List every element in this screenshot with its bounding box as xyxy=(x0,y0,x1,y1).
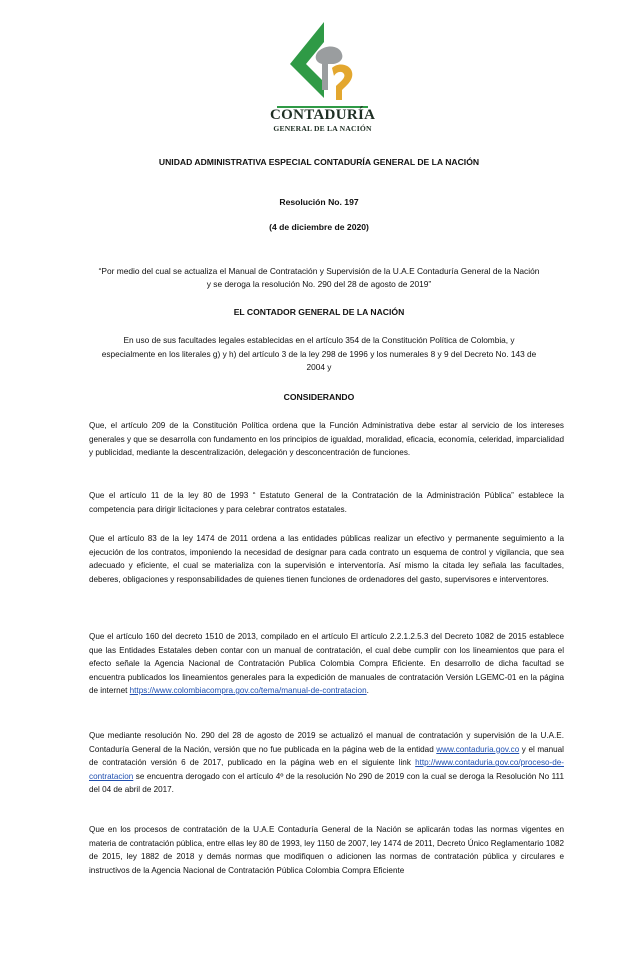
considering-heading: CONSIDERANDO xyxy=(283,392,355,402)
paragraph-normas-vigentes: Que en los procesos de contratación de la U.A.E Contaduría General de la Nación se aplicarán todas las normas vigentes en materia de contratación pública, entre ellas ley 80 de 1993, ley 1150 de 2007, ley 1474 de 2011, Decreto Único Reglamentario 1082 de 2015, ley 1882 de 2018 y demás normas que modifiquen o adicionen las normas de contratación pública y circulares e instructivos de la Agencia Nacional de Contratación Pública Colombia Compra Eficiente xyxy=(89,825,564,875)
paragraph-resolucion-290 xyxy=(89,729,564,797)
logo-subtitle: GENERAL DE LA NACIÓN xyxy=(273,124,372,133)
contaduria-emblem-icon xyxy=(284,20,356,104)
paragraph-text: se encuentra derogado con el artículo 4º de la resolución No 290 de 2019 con la cual se deroga la Resolución No 111 del 04 de abril de 2017. xyxy=(89,771,564,794)
paragraph-ley-1474: Que el artículo 83 de la ley 1474 de 2011 ordena a las entidades públicas realizar un efectivo y permanente seguimiento a la ejecución de los contratos, imponiendo la necesidad de designar para cada contrato un esquema de control y vigilancia, que sea adecuado y eficiente, el cual se materializa con la supervisión e interventoría. Así mismo la citada ley señala las facultades, deberes, obligaciones y responsabilidades de quienes tienen funciones de ordenadores del gasto, supervisores e interventores. xyxy=(89,534,564,584)
paragraph-text: Que el artículo 160 del decreto 1510 de 2013, compilado en el artículo El artículo 2.2.1.2.5.3 del Decreto 1082 de 2015 establece que las Entidades Estatales deben contar con un manual de contratación, el cual debe cumplir con los lineamientos que para el efecto señale la Agencia Nacional de Contratación Publica Colombia Compra Eficiente. En desarrollo de dicha facultad se encuentra publicados los lineamientos generales para la expedición de manuales de contratación Versión LGEMC-01 en la página de internet xyxy=(89,632,564,695)
signatory-heading: EL CONTADOR GENERAL DE LA NACIÓN xyxy=(233,307,405,317)
paragraph-text: . xyxy=(366,686,369,695)
paragraph-article-209: Que, el artículo 209 de la Constitución Política ordena que la Función Administrativa debe estar al servicio de los intereses generales y que se desarrolla con fundamento en los principios de igualdad, moralidad, eficacia, economía, celeridad, imparcialidad y publicidad, mediante la descentralización, delegación y desconcentración de funciones. xyxy=(89,421,564,457)
logo-name: CONTADURÍA xyxy=(270,107,376,123)
paragraph-text: y el manual de contratación versión 6 de 2017, publicado en la página web en el siguiente link xyxy=(89,744,564,767)
paragraph-text: Que mediante resolución No. 290 del 28 de agosto de 2019 se actualizó el manual de contratación y supervisión de la U.A.E. Contaduría General de la Nación, versión que no fue publicada en la página web de la entidad xyxy=(89,731,564,754)
proceso-contratacion-link[interactable]: http://www.contaduria.gov.co/proceso-de-contratacion xyxy=(89,758,564,781)
paragraph-decreto-1510 xyxy=(89,630,564,698)
resolution-date: (4 de diciembre de 2020) xyxy=(269,222,369,232)
entity-heading: UNIDAD ADMINISTRATIVA ESPECIAL CONTADURÍA GENERAL DE LA NACIÓN xyxy=(158,157,480,167)
paragraph-ley-80: Que el artículo 11 de la ley 80 de 1993 “ Estatuto General de la Contratación de la Administración Pública” establece la competencia para dirigir licitaciones y para celebrar contratos estatales. xyxy=(89,491,564,514)
legal-powers: En uso de sus facultades legales establecidas en el artículo 354 de la Constitución Política de Colombia, y especialmente en los literales g) y h) del artículo 3 de la ley 298 de 1996 y los numerales 8 y 9 del Decreto No. 143 de 2004 y xyxy=(101,335,537,372)
contaduria-logo xyxy=(270,20,375,140)
colombiacompra-link[interactable]: https://www.colombiacompra.gov.co/tema/manual-de-contratacion xyxy=(129,686,367,695)
resolution-number: Resolución No. 197 xyxy=(279,197,359,207)
resolution-subject: “Por medio del cual se actualiza el Manual de Contratación y Supervisión de la U.A.E Contaduría General de la Nación y se deroga la resolución No. 290 del 28 de agosto de 2019” xyxy=(98,266,540,289)
contaduria-website-link[interactable]: www.contaduria.gov.co xyxy=(436,744,520,754)
